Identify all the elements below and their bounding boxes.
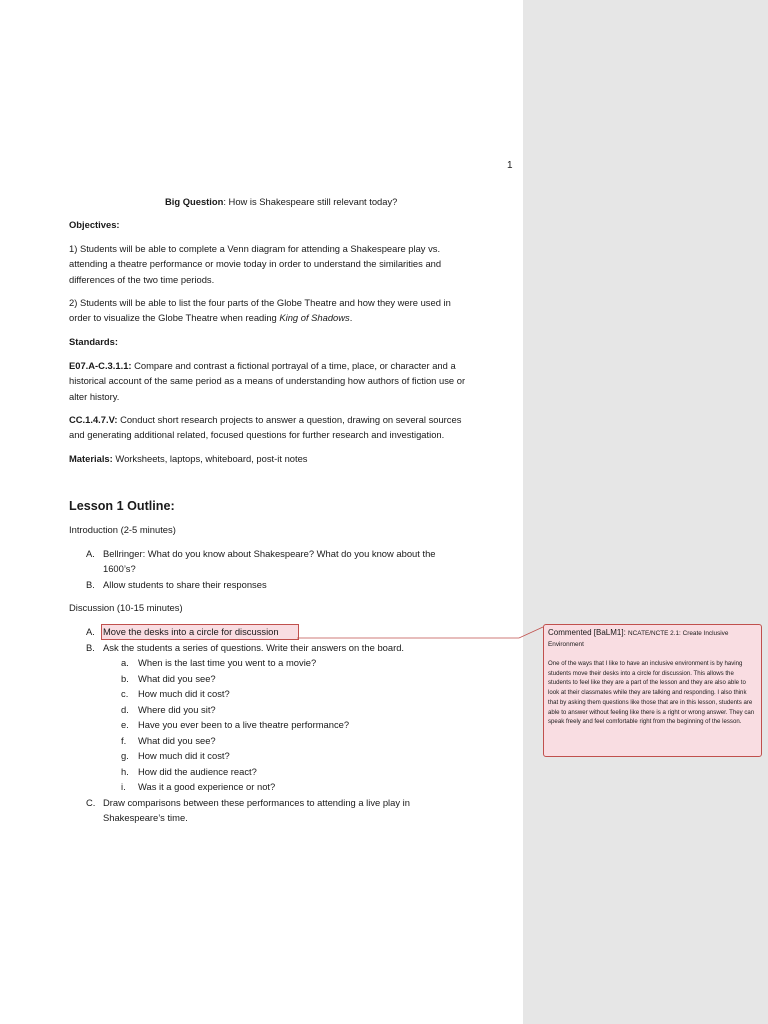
- question-text: Where did you sit?: [138, 704, 216, 715]
- question-text: Was it a good experience or not?: [138, 781, 276, 792]
- question-text: Have you ever been to a live theatre performance?: [138, 719, 350, 730]
- question-text: How did the audience react?: [138, 766, 257, 777]
- comment-tag-line-2: Environment: [548, 641, 584, 648]
- standard-1-line-2: historical account of the same period as a means of understanding how authors of fiction use or: [69, 375, 466, 386]
- question-text: How much did it cost?: [138, 750, 230, 761]
- book-title: King of Shadows: [279, 312, 350, 323]
- discussion-b-marker: B.: [86, 642, 95, 653]
- objective-2-text: order to visualize the Globe Theatre when reading: [69, 312, 280, 323]
- comment-author: Commented [BaLM1]:: [548, 628, 629, 637]
- question-marker: i.: [121, 781, 126, 792]
- comment-body: One of the ways that I like to have an inclusive environment is by having students move their desks into a circle for discussion. This allows the students to feel like they are a part of the lesson and they are also able to look at their classmates while they are talking and responding. I also think that by asking them questions like those that are in this lesson, students are able to answer without feeling like there is a right or wrong answer. They can speak freely and feel comfortable right from the beginning of the lesson.: [548, 660, 755, 726]
- intro-item-a-line-1: Bellringer: What do you know about Shakespeare? What do you know about the: [103, 548, 436, 559]
- standard-2-text: Conduct short research projects to answer a question, drawing on several sources: [117, 414, 462, 425]
- question-marker: d.: [121, 704, 129, 715]
- discussion-a-text: Move the desks into a circle for discussion: [103, 626, 279, 637]
- big-question-label: Big Question: [165, 196, 224, 207]
- discussion-c-line-2: Shakespeare’s time.: [103, 812, 188, 823]
- comment-balloon[interactable]: [543, 624, 762, 757]
- standard-1-code: E07.A-C.3.1.1:: [69, 360, 132, 371]
- intro-item-b-text: Allow students to share their responses: [103, 579, 267, 590]
- big-question-text: : How is Shakespeare still relevant today?: [223, 196, 398, 207]
- intro-item-a-marker: A.: [86, 548, 95, 559]
- question-marker: a.: [121, 657, 129, 668]
- intro-item-b-marker: B.: [86, 579, 95, 590]
- standard-2-code: CC.1.4.7.V:: [69, 414, 118, 425]
- intro-heading: Introduction (2-5 minutes): [69, 524, 176, 535]
- question-marker: h.: [121, 766, 129, 777]
- question-text: When is the last time you went to a movie?: [138, 657, 317, 668]
- materials-text: Worksheets, laptops, whiteboard, post-it notes: [112, 453, 308, 464]
- materials-label: Materials:: [69, 453, 113, 464]
- standard-1-line-3: alter history.: [69, 391, 120, 402]
- standards-heading: Standards:: [69, 336, 118, 347]
- question-text: What did you see?: [138, 673, 216, 684]
- intro-item-a-line-2: 1600’s?: [103, 563, 136, 574]
- question-text: How much did it cost?: [138, 688, 230, 699]
- comment-tag: NCATE/NCTE 2.1: Create Inclusive: [628, 630, 729, 637]
- question-marker: f.: [121, 735, 127, 746]
- question-marker: c.: [121, 688, 129, 699]
- objective-1-line-2: attending a theatre performance or movie today in order to understand the similarities and: [69, 258, 442, 269]
- lesson-heading: Lesson 1 Outline:: [69, 499, 175, 513]
- question-marker: b.: [121, 673, 129, 684]
- standard-2-line-2: and generating additional related, focused questions for further research and investigation.: [69, 429, 445, 440]
- discussion-a-marker: A.: [86, 626, 95, 637]
- discussion-c-line-1: Draw comparisons between these performances to attending a live play in: [103, 797, 410, 808]
- standard-1-text: Compare and contrast a fictional portrayal of a time, place, or character and a: [131, 360, 456, 371]
- discussion-b-text: Ask the students a series of questions. Write their answers on the board.: [103, 642, 405, 653]
- objectives-heading: Objectives:: [69, 219, 120, 230]
- question-text: What did you see?: [138, 735, 216, 746]
- discussion-heading: Discussion (10-15 minutes): [69, 602, 183, 613]
- question-marker: g.: [121, 750, 129, 761]
- objective-2-end: .: [349, 312, 353, 323]
- objective-2-line-1: 2) Students will be able to list the four parts of the Globe Theatre and how they were used in: [69, 297, 451, 308]
- page-number: 1: [507, 160, 513, 171]
- question-marker: e.: [121, 719, 129, 730]
- objective-1-line-1: 1) Students will be able to complete a Venn diagram for attending a Shakespeare play vs.: [69, 243, 441, 254]
- discussion-c-marker: C.: [86, 797, 96, 808]
- comment-header: [548, 628, 757, 650]
- objective-1-line-3: differences of the two time periods.: [69, 274, 215, 285]
